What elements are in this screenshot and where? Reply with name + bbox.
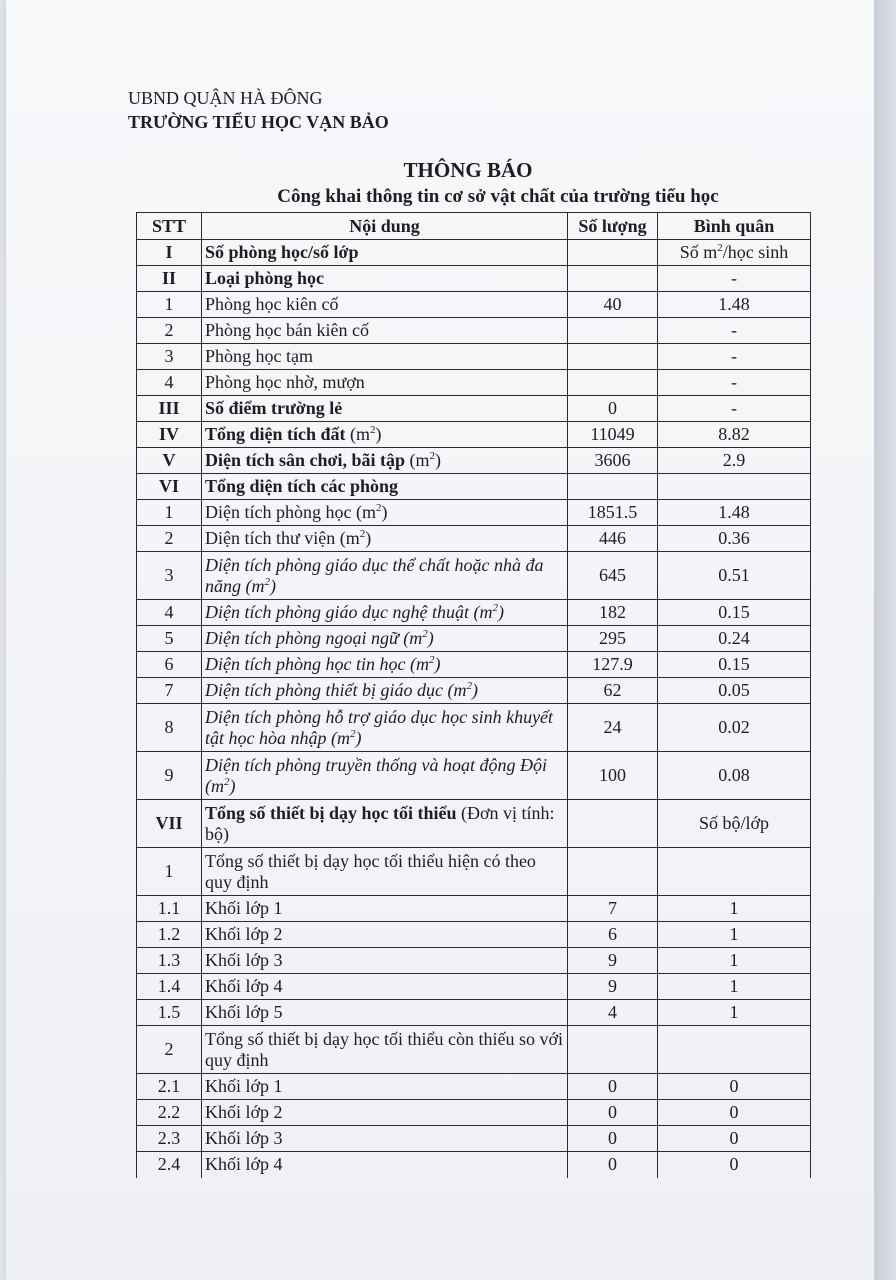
row-content — [202, 948, 568, 974]
row-content-text: Phòng học bán kiên cố — [205, 320, 369, 340]
row-unit-text: (Đơn vị tính: bộ) — [205, 802, 555, 844]
row-quantity — [568, 474, 658, 500]
row-content-text: Diện tích phòng học tin học $(m^2)$ — [205, 654, 441, 674]
row-average: 0 — [658, 1152, 811, 1178]
column-header-quantity: Số lượng — [568, 213, 658, 240]
row-stt: IV — [137, 422, 202, 448]
row-content — [202, 974, 568, 1000]
row-stt: II — [137, 266, 202, 292]
row-quantity: 0 — [568, 1100, 658, 1126]
row-content-text: Loại phòng học — [205, 268, 325, 288]
row-average: 1.48 — [658, 500, 811, 526]
row-content-text: Khối lớp 4 — [205, 1154, 283, 1175]
row-content-text: Tổng diện tích đất — [205, 424, 346, 444]
row-quantity — [568, 1026, 658, 1074]
row-content — [202, 678, 568, 704]
row-average: 0.05 — [658, 678, 811, 704]
facilities-table — [136, 212, 811, 1178]
row-stt: 1 — [137, 848, 202, 896]
row-content — [202, 240, 568, 266]
row-content — [202, 752, 568, 800]
row-stt: III — [137, 396, 202, 422]
row-quantity: 127.9 — [568, 652, 658, 678]
row-content-text: Khối lớp 3 — [205, 950, 283, 970]
row-content-text: Khối lớp 1 — [205, 898, 283, 918]
row-content-text: Phòng học kiên cố — [205, 294, 339, 314]
row-content-text: Diện tích sân chơi, bãi tập — [205, 450, 405, 470]
row-average: 0.15 — [658, 600, 811, 626]
row-average: Số $m^2$/học sinh — [658, 240, 811, 266]
row-content-text: Khối lớp 3 — [205, 1128, 283, 1148]
row-quantity: 446 — [568, 526, 658, 552]
table-row — [137, 1100, 811, 1126]
row-content-text: Phòng học nhờ, mượn — [205, 372, 365, 392]
row-content — [202, 626, 568, 652]
row-quantity — [568, 800, 658, 848]
row-average: 1 — [658, 1000, 811, 1026]
row-quantity: 182 — [568, 600, 658, 626]
row-quantity: 0 — [568, 1126, 658, 1152]
table-row — [137, 396, 811, 422]
row-stt: 2.4 — [137, 1152, 202, 1178]
row-average: 0.15 — [658, 652, 811, 678]
row-stt: 5 — [137, 626, 202, 652]
row-content-text: Diện tích phòng giáo dục thể chất hoặc nhà đa năng $(m^2)$ — [205, 554, 544, 596]
row-content — [202, 448, 568, 474]
row-quantity: 0 — [568, 1074, 658, 1100]
row-content-text: Tổng số thiết bị dạy học tối thiểu — [205, 802, 457, 823]
table-row — [137, 922, 811, 948]
row-average: 1 — [658, 974, 811, 1000]
table-row — [137, 292, 811, 318]
row-stt: 6 — [137, 652, 202, 678]
column-header-average: Bình quân — [658, 213, 811, 240]
row-content — [202, 292, 568, 318]
table-row — [137, 1074, 811, 1100]
row-stt: V — [137, 448, 202, 474]
row-average — [658, 1026, 811, 1074]
row-content — [202, 474, 568, 500]
table-row — [137, 448, 811, 474]
row-stt: 1 — [137, 500, 202, 526]
row-quantity: 9 — [568, 974, 658, 1000]
row-stt: VI — [137, 474, 202, 500]
row-quantity: 100 — [568, 752, 658, 800]
row-content-text: Diện tích thư viện $(m^2)$ — [205, 528, 372, 548]
row-average: 0.24 — [658, 626, 811, 652]
row-stt: 1.3 — [137, 948, 202, 974]
row-stt: 1.4 — [137, 974, 202, 1000]
row-quantity — [568, 370, 658, 396]
row-average: 8.82 — [658, 422, 811, 448]
row-average: - — [658, 266, 811, 292]
row-content-text: Tổng diện tích các phòng — [205, 476, 399, 496]
row-quantity: 1851.5 — [568, 500, 658, 526]
row-stt: I — [137, 240, 202, 266]
row-stt: 2.2 — [137, 1100, 202, 1126]
row-stt: 7 — [137, 678, 202, 704]
row-content — [202, 1100, 568, 1126]
column-header-content: Nội dung — [202, 213, 568, 240]
row-quantity: 645 — [568, 552, 658, 600]
table-row — [137, 848, 811, 896]
row-quantity: 40 — [568, 292, 658, 318]
row-quantity: 62 — [568, 678, 658, 704]
table-row — [137, 1126, 811, 1152]
row-average: 1 — [658, 896, 811, 922]
row-quantity — [568, 318, 658, 344]
row-stt: 1.5 — [137, 1000, 202, 1026]
row-stt: 4 — [137, 370, 202, 396]
row-average — [658, 474, 811, 500]
table-row — [137, 344, 811, 370]
row-average: 0 — [658, 1126, 811, 1152]
row-content-text: Diện tích phòng ngoại ngữ $(m^2)$ — [205, 628, 434, 648]
table-row — [137, 1000, 811, 1026]
row-content — [202, 848, 568, 896]
row-average: 0.51 — [658, 552, 811, 600]
row-stt: 8 — [137, 704, 202, 752]
row-content-text: Tổng số thiết bị dạy học tối thiểu còn thiếu so với quy định — [205, 1028, 563, 1070]
row-average: Số bộ/lớp — [658, 800, 811, 848]
table-row — [137, 678, 811, 704]
row-unit-text: $(m^2)$ — [405, 450, 441, 470]
row-content — [202, 500, 568, 526]
table-row — [137, 266, 811, 292]
row-average: - — [658, 370, 811, 396]
row-average: 2.9 — [658, 448, 811, 474]
row-content-text: Phòng học tạm — [205, 346, 313, 366]
table-body — [137, 240, 811, 1178]
row-stt: 2 — [137, 318, 202, 344]
table-row — [137, 896, 811, 922]
row-content — [202, 800, 568, 848]
row-quantity: 295 — [568, 626, 658, 652]
row-content — [202, 1074, 568, 1100]
row-quantity: 9 — [568, 948, 658, 974]
document-title: THÔNG BÁO — [403, 158, 533, 182]
table-row — [137, 800, 811, 848]
row-content — [202, 652, 568, 678]
table-row — [137, 704, 811, 752]
row-content — [202, 344, 568, 370]
row-stt: 2 — [137, 526, 202, 552]
table-row — [137, 600, 811, 626]
row-content-text: Diện tích phòng truyền thống và hoạt động Đội $(m^2)$ — [205, 754, 547, 796]
row-stt: 2.1 — [137, 1074, 202, 1100]
row-content-text: Diện tích phòng hỗ trợ giáo dục học sinh khuyết tật học hòa nhập $(m^2)$ — [205, 706, 554, 748]
row-quantity — [568, 344, 658, 370]
row-average: 1 — [658, 922, 811, 948]
column-header-stt: STT — [137, 213, 202, 240]
document-subtitle: Công khai thông tin cơ sở vật chất của trường tiểu học — [277, 186, 719, 207]
table-row — [137, 948, 811, 974]
row-average: 0 — [658, 1100, 811, 1126]
row-content — [202, 704, 568, 752]
table-row — [137, 974, 811, 1000]
row-stt: 2 — [137, 1026, 202, 1074]
row-average: - — [658, 344, 811, 370]
row-content — [202, 396, 568, 422]
row-stt: 9 — [137, 752, 202, 800]
row-stt: 1.2 — [137, 922, 202, 948]
row-average: 1.48 — [658, 292, 811, 318]
authority-name: UBND QUẬN HÀ ĐÔNG — [128, 88, 323, 108]
row-quantity: 4 — [568, 1000, 658, 1026]
row-content — [202, 1026, 568, 1074]
table-row — [137, 626, 811, 652]
table-row — [137, 474, 811, 500]
row-content — [202, 266, 568, 292]
row-content — [202, 896, 568, 922]
table-row — [137, 1152, 811, 1178]
row-content-text: Tổng số thiết bị dạy học tối thiểu hiện có theo quy định — [205, 850, 536, 892]
table-row — [137, 370, 811, 396]
table-row — [137, 552, 811, 600]
row-content — [202, 922, 568, 948]
row-stt: 4 — [137, 600, 202, 626]
row-average: 0.36 — [658, 526, 811, 552]
row-content-text: Diện tích phòng thiết bị giáo dục $(m^2)$ — [205, 680, 478, 700]
row-content-text: Khối lớp 4 — [205, 976, 283, 996]
row-content — [202, 422, 568, 448]
row-content — [202, 1000, 568, 1026]
row-quantity: 7 — [568, 896, 658, 922]
row-quantity — [568, 848, 658, 896]
school-name: TRƯỜNG TIỂU HỌC VẠN BẢO — [128, 112, 389, 132]
row-content-text: Số phòng học/số lớp — [205, 242, 359, 262]
table-row — [137, 240, 811, 266]
row-content — [202, 526, 568, 552]
row-content-text: Khối lớp 1 — [205, 1076, 283, 1096]
row-content-text: Khối lớp 2 — [205, 1102, 283, 1122]
table-row — [137, 318, 811, 344]
row-unit-text: $(m^2)$ — [345, 424, 382, 444]
row-quantity: 11049 — [568, 422, 658, 448]
row-quantity — [568, 240, 658, 266]
row-average: 0.02 — [658, 704, 811, 752]
row-quantity: 6 — [568, 922, 658, 948]
row-content-text: Số điểm trường lẻ — [205, 398, 343, 418]
table-row — [137, 1026, 811, 1074]
row-content — [202, 1126, 568, 1152]
row-content-text: Khối lớp 2 — [205, 924, 283, 944]
row-content — [202, 370, 568, 396]
row-content — [202, 1152, 568, 1178]
row-average: 0 — [658, 1074, 811, 1100]
table-row — [137, 752, 811, 800]
table-row — [137, 422, 811, 448]
row-content — [202, 552, 568, 600]
row-quantity: 0 — [568, 1152, 658, 1178]
row-average: - — [658, 318, 811, 344]
row-stt: 1 — [137, 292, 202, 318]
row-quantity: 24 — [568, 704, 658, 752]
row-stt: 1.1 — [137, 896, 202, 922]
row-stt: 2.3 — [137, 1126, 202, 1152]
table-header-row — [137, 213, 811, 240]
row-content — [202, 318, 568, 344]
row-content-text: Diện tích phòng giáo dục nghệ thuật $(m^2)$ — [205, 602, 504, 622]
row-quantity: 3606 — [568, 448, 658, 474]
row-content — [202, 600, 568, 626]
row-average: - — [658, 396, 811, 422]
row-stt: 3 — [137, 552, 202, 600]
table-row — [137, 526, 811, 552]
row-average: 1 — [658, 948, 811, 974]
table-row — [137, 500, 811, 526]
row-average — [658, 848, 811, 896]
row-stt: 3 — [137, 344, 202, 370]
row-average: 0.08 — [658, 752, 811, 800]
table-row — [137, 652, 811, 678]
row-quantity: 0 — [568, 396, 658, 422]
row-stt: VII — [137, 800, 202, 848]
row-quantity — [568, 266, 658, 292]
row-content-text: Diện tích phòng học $(m^2)$ — [205, 502, 388, 522]
row-content-text: Khối lớp 5 — [205, 1002, 283, 1022]
